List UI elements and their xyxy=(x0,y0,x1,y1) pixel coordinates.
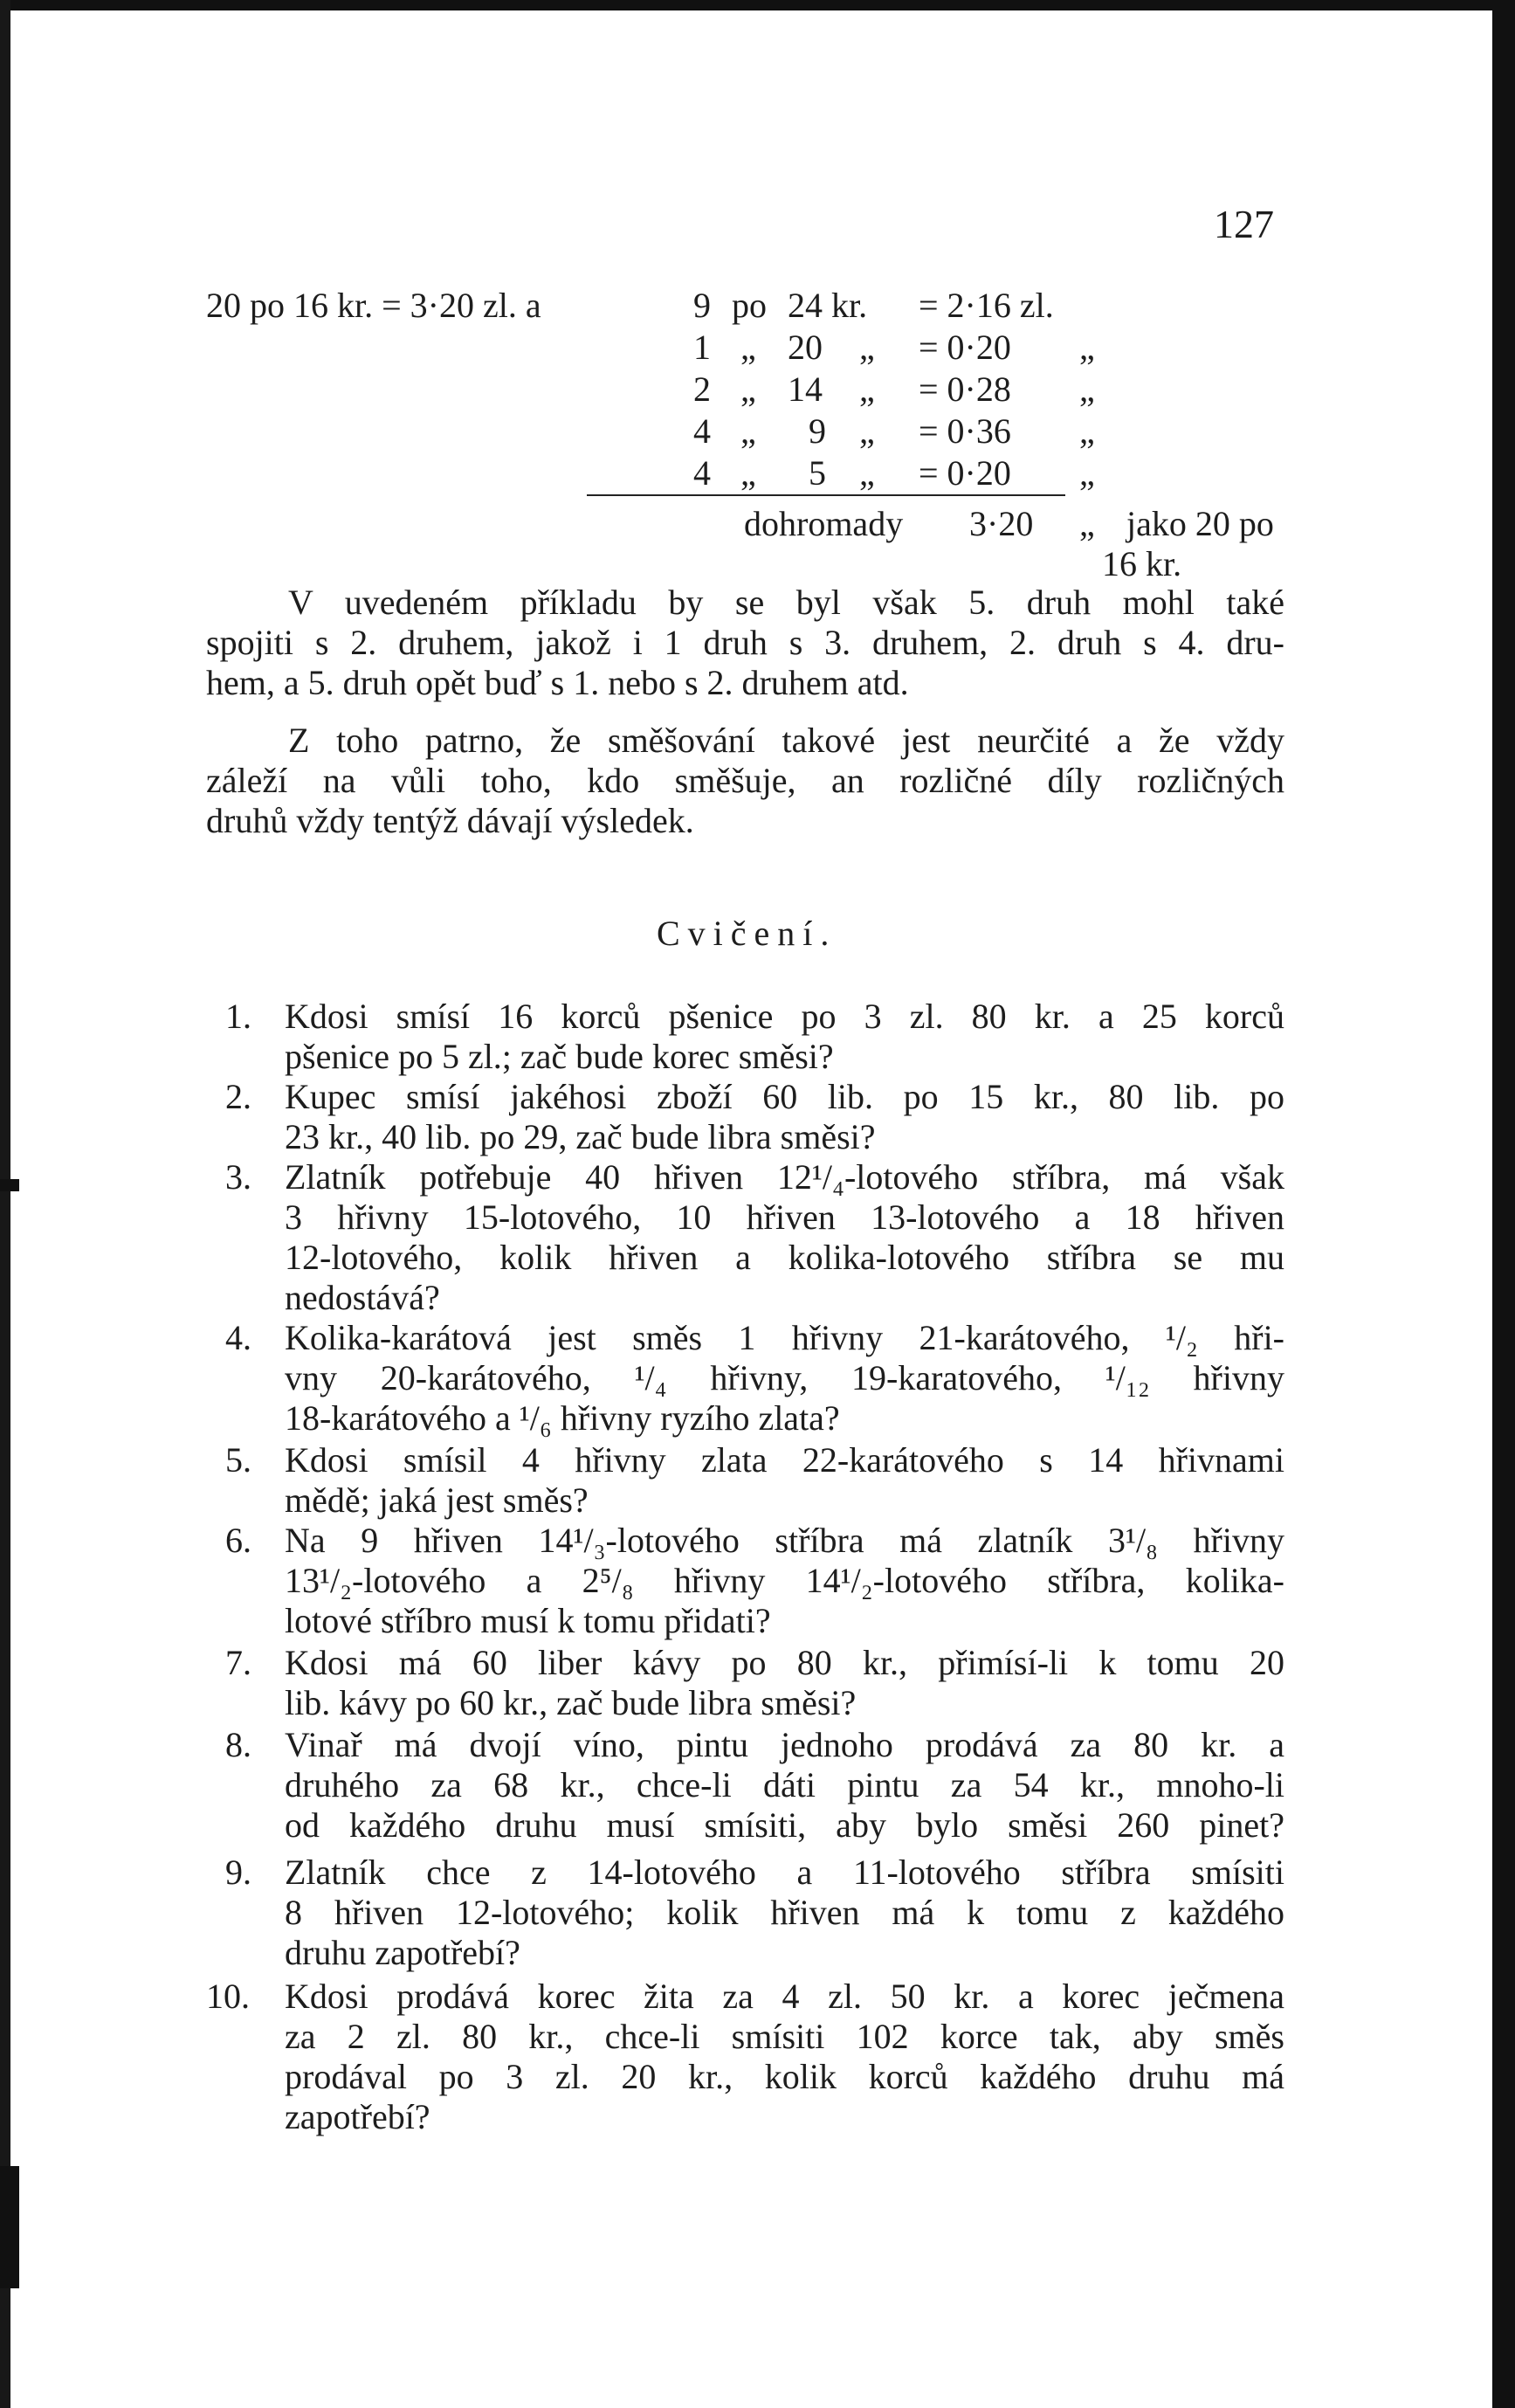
section-heading: Cvičení. xyxy=(657,914,837,953)
sum-rule xyxy=(587,494,1065,496)
calc-row-first: 20 po 16 kr. = 3·20 zl. a xyxy=(206,286,541,325)
scan-border-left xyxy=(0,0,10,2408)
total-note: jako 20 po xyxy=(1126,504,1274,543)
calc-po: po xyxy=(732,286,767,325)
scan-border-top xyxy=(0,0,1515,10)
scanned-page: 127 20 po 16 kr. = 3·20 zl. a 9 po 24 kr. = 2·16 zl. 1 „ 20 „ = 0·20 „ 2 „ 14 „ = 0·28 „ 4 „ 9 „ = 0·36 „ 4 „ 5 „ = 0·20 „ dohromady 3·20 „ jako 20 po 16 kr. V uvedeném příkladu by se byl však 5. druh mohl také spojiti s 2. druhem, jakož i 1 druh s 3. druhem, 2. druh s 4. dru- hem, a 5. druh opět buď s 1. nebo s 2. druhem atd. Z toho patrno, že směšování takové jest neurčité a že vždy záleží na vůli toho, kdo směšuje, an rozličné díly rozličných druhů vždy tentýž dávají výsledek. Cvičení. 1. Kdosi smísí 16 korců pšenice po 3 zl. 80 kr. a 25 korců pšenice po 5 zl.; zač bude korec směsi? 2. Kupec smísí jakéhosi zboží 60 lib. po 15 kr., 80 lib. po 23 kr., 40 lib. po 29, zač bude libra směsi? 3. Zlatník potřebuje 40 hřiven 12¹/₄-lotového stříbra, má však 3 hřivny 15-lotového, 10 hřiven 13-lotového a 18 hřiven 12-lotového, kolik hřiven a kolika-lotového stříbra se mu nedostává? 4. Kolika-karátová jest směs 1 hřivny 21-karátového, ¹/₂ hři- vny 20-karátového, ¹/₄ hřivny, 19-karatového, ¹/₁₂ hřivny 18-karátového a ¹/₆ hřivny ryzího zlata? 5. Kdosi smísil 4 hřivny zlata 22-karátového s 14 hřivnami mědě; jaká jest směs? 6. Na 9 hřiven 14¹/₃-lotového stříbra má zlatník 3¹/₈ hřivny 13¹/₂-lotového a 2⁵/₈ hřivny 14¹/₂-lotového stříbra, kolika- lotové stříbro musí k tomu přidati? 7. Kdosi má 60 liber kávy po 80 kr., přimísí-li k tomu 20 lib. kávy po 60 kr., zač bude libra směsi? 8. Vinař má dvojí víno, pintu jednoho prodává za 80 kr. a druhého za 68 kr., chce-li dáti pintu za 54 kr., mnoho-li od každého druhu musí smísiti, aby bylo směsi 260 pinet? 9. Zlatník chce z 14-lotového a 11-lotového stříbra smísiti 8 hřiven 12-lotového; kolik hřiven má k tomu z každého druhu zapotřebí? 10. Kdosi prodává korec žita za 4 zl. 50 kr. a korec ječmena za 2 zl. 80 kr., chce-li smísiti 102 korce tak, aby směs prodával po 3 zl. 20 kr., kolik korců každého druhu má zapotřebí? xyxy=(0,0,1515,2408)
scan-border-right xyxy=(1492,0,1515,2408)
scan-edge-mark xyxy=(0,1179,19,1191)
calc-price: 24 kr. xyxy=(788,286,868,325)
total-label: dohromady xyxy=(744,504,904,543)
total-value: 3·20 xyxy=(969,504,1034,543)
scan-edge-mark xyxy=(0,2166,19,2288)
page-number: 127 xyxy=(1214,202,1274,246)
calc-count: 9 xyxy=(693,286,711,325)
total-note-cont: 16 kr. xyxy=(1102,544,1182,583)
calc-result: = 2·16 zl. xyxy=(919,286,1054,325)
